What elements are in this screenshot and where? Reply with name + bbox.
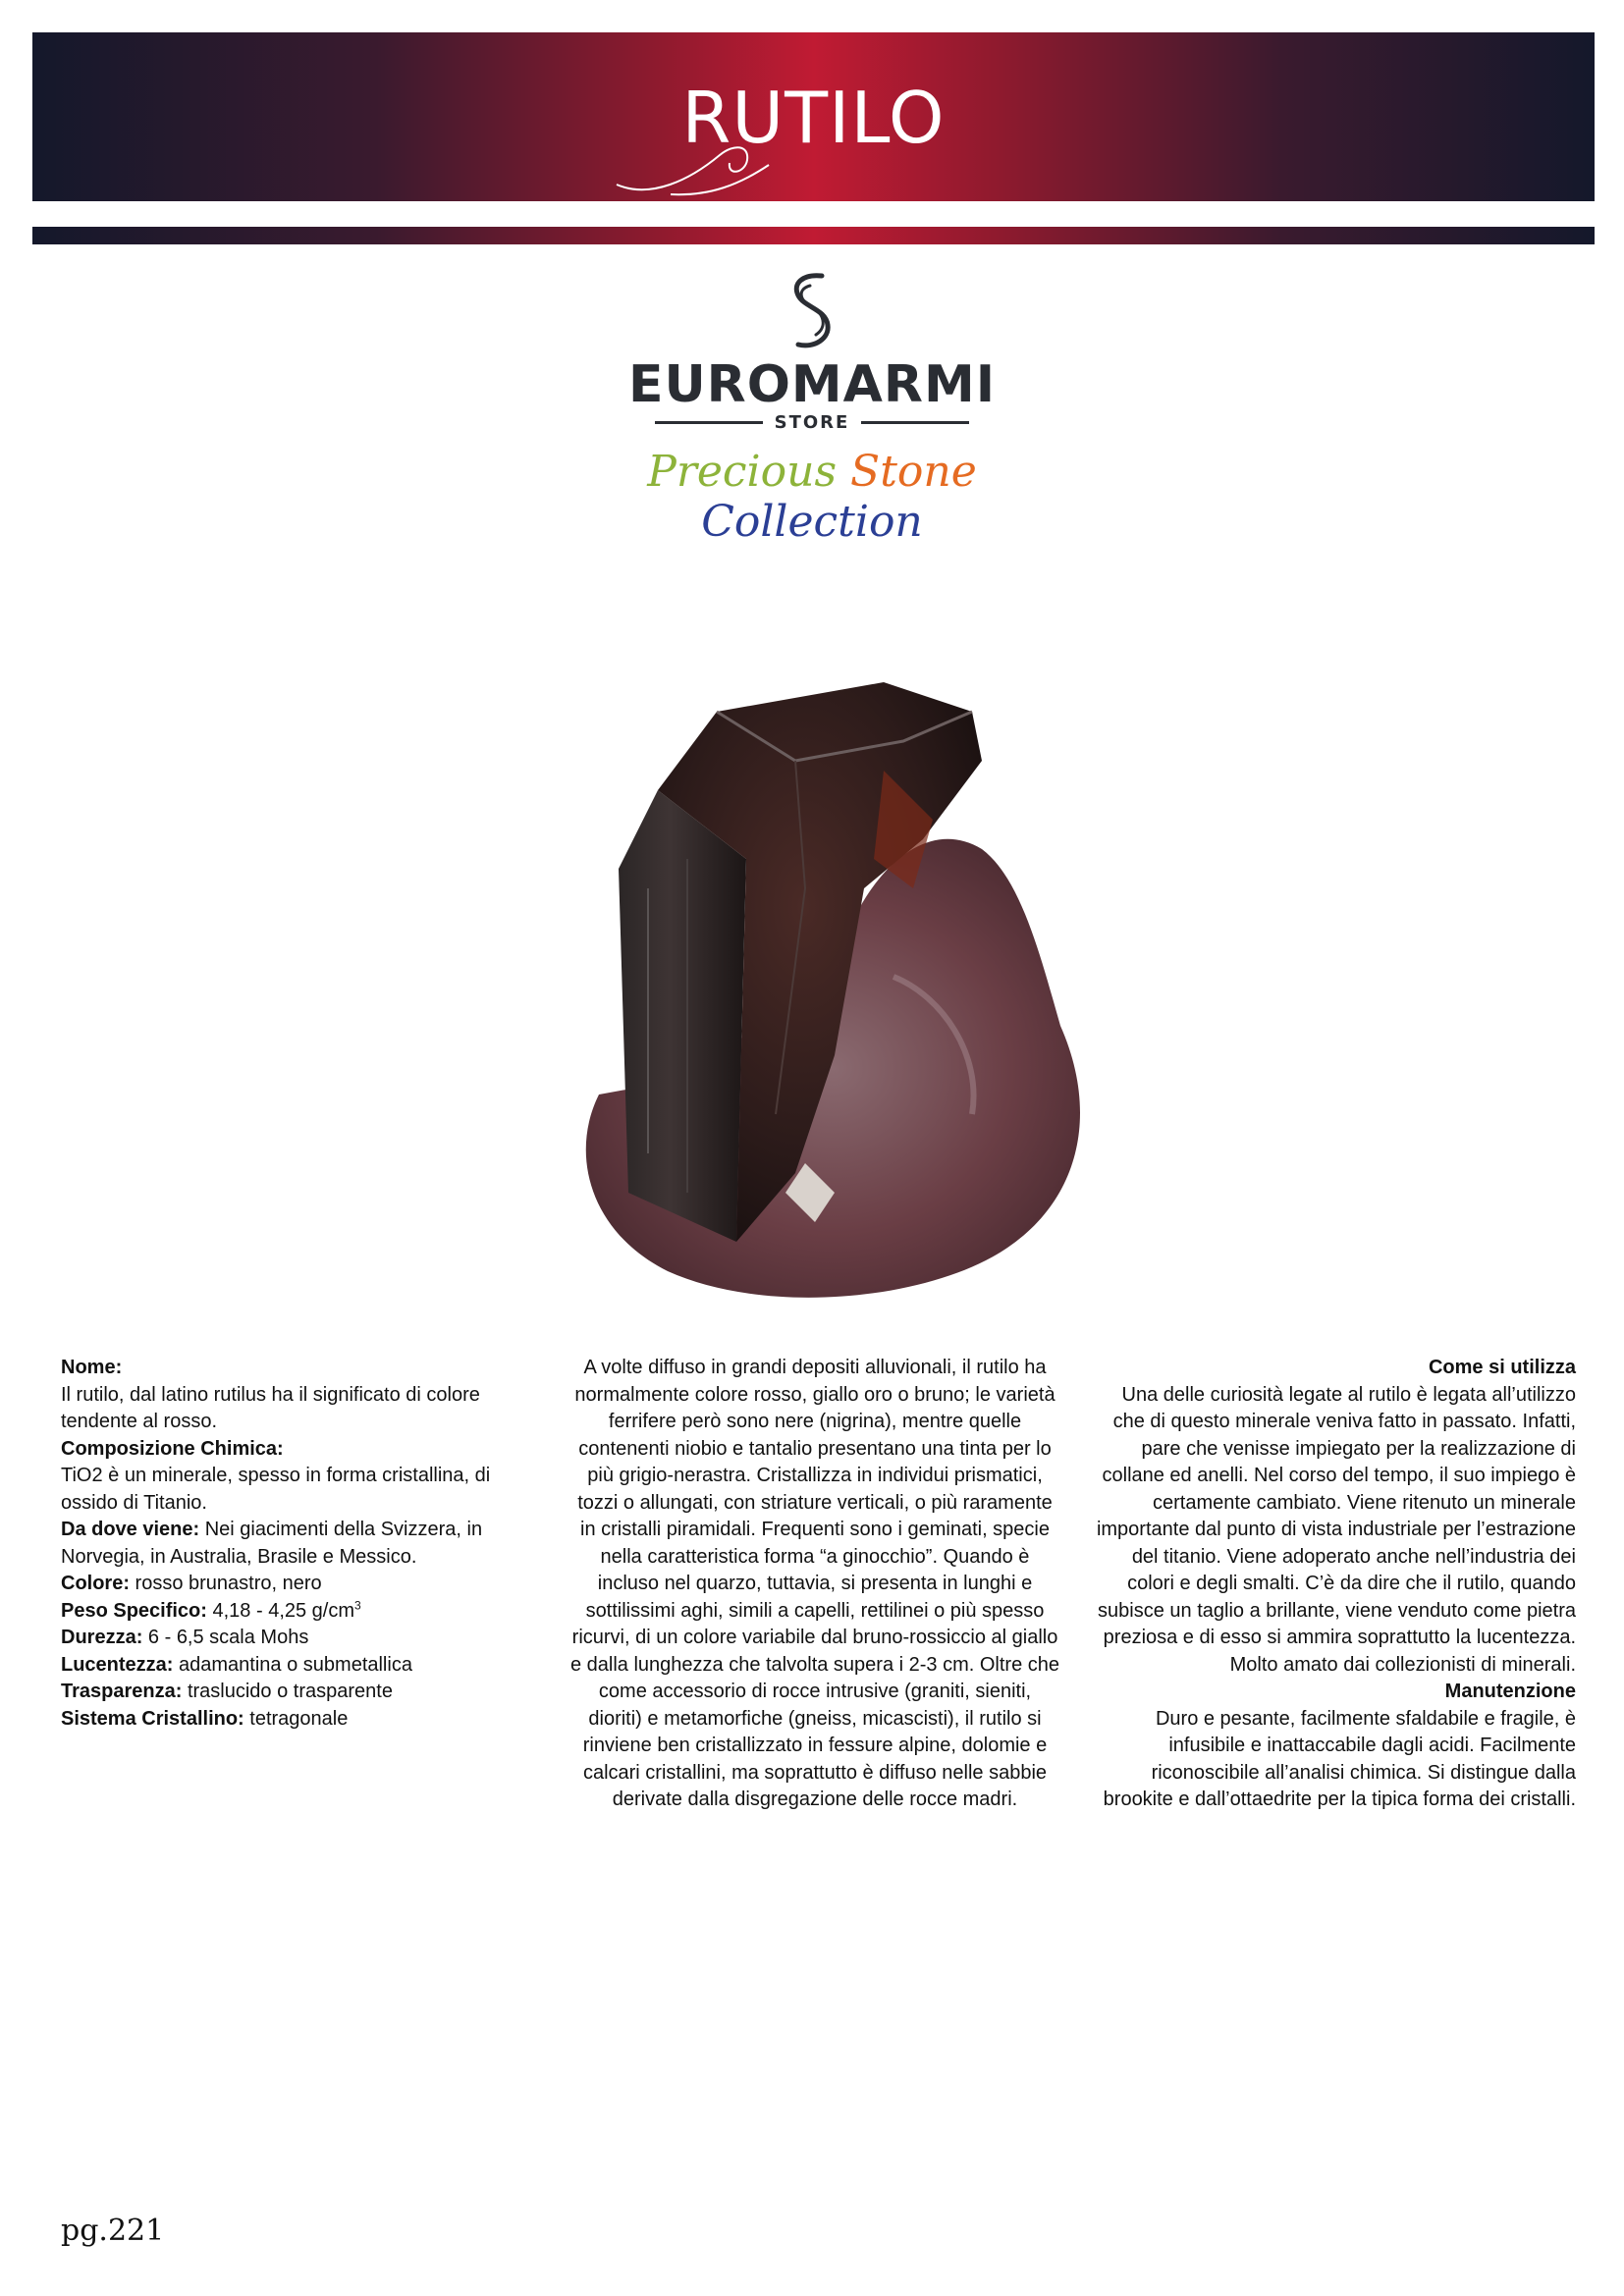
nome-label: Nome: [61, 1357, 123, 1378]
peso-superscript: 3 [354, 1597, 361, 1612]
mineral-facts [61, 1355, 513, 1733]
title-banner [32, 32, 1595, 201]
provenienza-label: Da dove viene: [61, 1519, 200, 1540]
header-divider-bar [32, 227, 1595, 244]
uso-text: Una delle curiosità legate al rutilo è legata all’utilizzo che di questo minerale veniva fatto in passato. Infatti, pare che venisse impiegato per la realizzazione di collane ed anelli. Nel corso del tempo, il suo impiego è certamente cambiato. Viene ritenuto un minerale importante dal punto di vista industriale per l’estrazione del titanio. Viene adoperato anche nell’industria dei colori e degli smalti. C’è da dire che il rutilo, quando subisce un taglio a brillante, viene venduto come pietra preziosa e di esso si ammira soprattutto la lucentezza. Molto amato dai collezionisti di minerali. [1096, 1383, 1576, 1676]
brand-subtitle [589, 410, 1035, 434]
manutenzione-heading: Manutenzione [1444, 1681, 1576, 1702]
description-column [569, 1355, 1060, 1814]
durezza-text: 6 - 6,5 scala Mohs [142, 1627, 309, 1648]
composizione-label: Composizione Chimica: [61, 1437, 284, 1460]
collection-word-precious: Precious [647, 447, 838, 497]
sistema-row [61, 1706, 513, 1734]
durezza-label: Durezza: [61, 1627, 143, 1648]
collection-tagline [550, 447, 1074, 547]
brand-name: EUROMARMI [627, 355, 997, 414]
durezza-row [61, 1625, 513, 1652]
nome-text: Il rutilo, dal latino rutilus ha il significato di colore tendente al rosso. [61, 1383, 480, 1432]
rutile-mineral-photo [511, 564, 1119, 1310]
provenienza-text: Nei giacimenti della Svizzera, in Norvegia, in Australia, Brasile e Messico. [61, 1519, 483, 1568]
uso-heading: Come si utilizza [1428, 1357, 1576, 1378]
colore-row [61, 1571, 513, 1598]
composizione-text: TiO2 è un minerale, spesso in forma cristallina, di ossido di Titanio. [61, 1465, 491, 1514]
lucentezza-label: Lucentezza: [61, 1653, 174, 1676]
trasparenza-row [61, 1679, 513, 1706]
peso-label: Peso Specifico: [61, 1599, 207, 1622]
colore-label: Colore: [61, 1573, 130, 1594]
collection-word-collection: Collection [701, 497, 923, 547]
euromarmi-logo-icon [783, 270, 841, 353]
peso-text: 4,18 - 4,25 g/cm [206, 1599, 355, 1622]
brand-sub-label: STORE [774, 411, 850, 433]
provenienza-row [61, 1517, 513, 1571]
description-text: A volte diffuso in grandi depositi alluvionali, il rutilo ha normalmente colore rosso, giallo oro o bruno; le varietà ferrifere però sono nere (nigrina), mentre quelle contenenti niobio e tantalio presentano una tinta per lo più grigio-nerastra. Cristallizza in individui prismatici, tozzi o allungati, con striature verticali, o più raramente in cristalli piramidali. Frequenti sono i geminati, specie nella caratteristica forma “a ginocchio”. Quando è incluso nel quarzo, tuttavia, si presenta in lunghi e sottilissimi aghi, simili a capelli, rettilinei o più spesso ricurvi, di un colore variabile dal bruno-rossiccio al giallo e dalla lunghezza che talvolta supera i 2-3 cm. Oltre che come accessorio di rocce intrusive (graniti, sieniti, dioriti) e metamorfiche (gneiss, micascisti), il rutilo si rinviene ben cristallizzato in fessure alpine, dolomie e calcari cristallini, ma soprattutto è diffuso nelle sabbie derivate dalla disgregazione delle rocce madri. [569, 1357, 1060, 1810]
page-number: pg.221 [61, 2214, 165, 2248]
page-title: RUTILO [681, 77, 946, 159]
subtitle-rule-left [655, 421, 763, 424]
usage-column [1090, 1355, 1576, 1814]
trasparenza-label: Trasparenza: [61, 1681, 183, 1702]
collection-word-stone: Stone [850, 447, 977, 497]
subtitle-rule-right [861, 421, 969, 424]
trasparenza-text: traslucido o trasparente [182, 1681, 393, 1702]
sistema-label: Sistema Cristallino: [61, 1707, 244, 1730]
colore-text: rosso brunastro, nero [130, 1573, 322, 1594]
lucentezza-text: adamantina o submetallica [173, 1653, 412, 1676]
peso-row [61, 1598, 513, 1626]
sistema-text: tetragonale [244, 1707, 349, 1730]
lucentezza-row [61, 1652, 513, 1680]
manutenzione-text: Duro e pesante, facilmente sfaldabile e fragile, è infusibile e inattaccabile dagli acidi. Facilmente riconoscibile all’analisi chimica. Si distingue dalla brookite e dall’ottaedrite per la tipica forma dei cristalli. [1103, 1707, 1576, 1810]
